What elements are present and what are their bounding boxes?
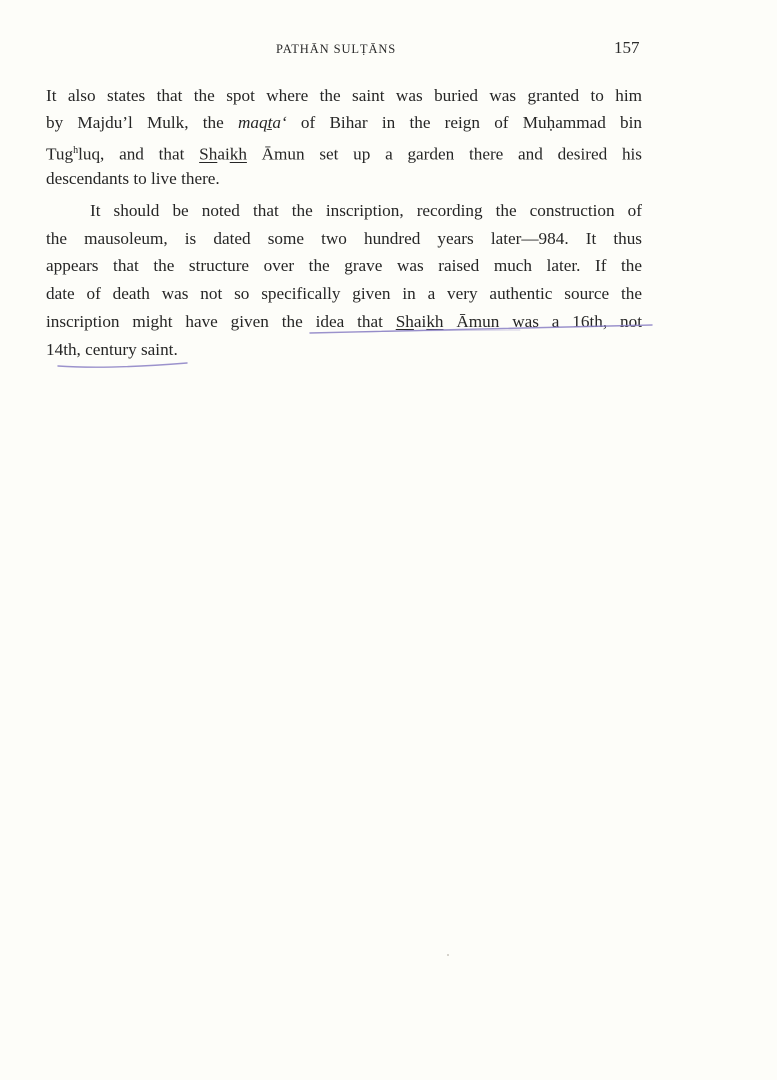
- paragraph-2-line-2: the mausoleum, is dated some two hundred years later—984. It thus: [46, 229, 642, 248]
- superscript-letter: h: [73, 145, 79, 156]
- paragraph-1-line-4: descendants to live there.: [46, 169, 220, 188]
- paragraph-1-line-1: It also states that the spot where the saint was buried was granted to him: [46, 86, 642, 105]
- paragraph-1-line-3: Tug$^h$luq, and that Shaikh Āmun set up a garden there and desired his: [46, 144, 642, 164]
- transliteration-kh: kh: [229, 144, 247, 164]
- running-title: PATHĀN SULṬĀNS: [276, 42, 397, 56]
- pen-underline-stroke-2: [58, 363, 187, 367]
- paragraph-2-line-4: date of death was not so specifically given in a very authentic source the: [46, 284, 642, 303]
- paragraph-2-line-5: inscription might have given the idea that Shaikh Āmun was a 16th, not: [46, 312, 642, 331]
- paper-speck: [447, 954, 449, 956]
- transliteration-sh-2: Sh: [395, 312, 414, 331]
- running-head: [0, 38, 777, 62]
- paragraph-1-line-2: by Majdu’l Mulk, the maqṯa‘ of Bihar in the reign of Muḥammad bin: [46, 113, 642, 132]
- paragraph-2-line-6: 14th, century saint.: [46, 340, 178, 359]
- italic-term-maqta: maqṯa‘: [238, 113, 287, 132]
- transliteration-kh-2: kh: [426, 312, 444, 331]
- paragraph-2-line-3: appears that the structure over the grave was raised much later. If the: [46, 256, 642, 275]
- page-number: 157: [614, 38, 640, 57]
- paragraph-2-line-1: It should be noted that the inscription, recording the construction of: [90, 201, 642, 220]
- transliteration-sh: Sh: [199, 144, 218, 164]
